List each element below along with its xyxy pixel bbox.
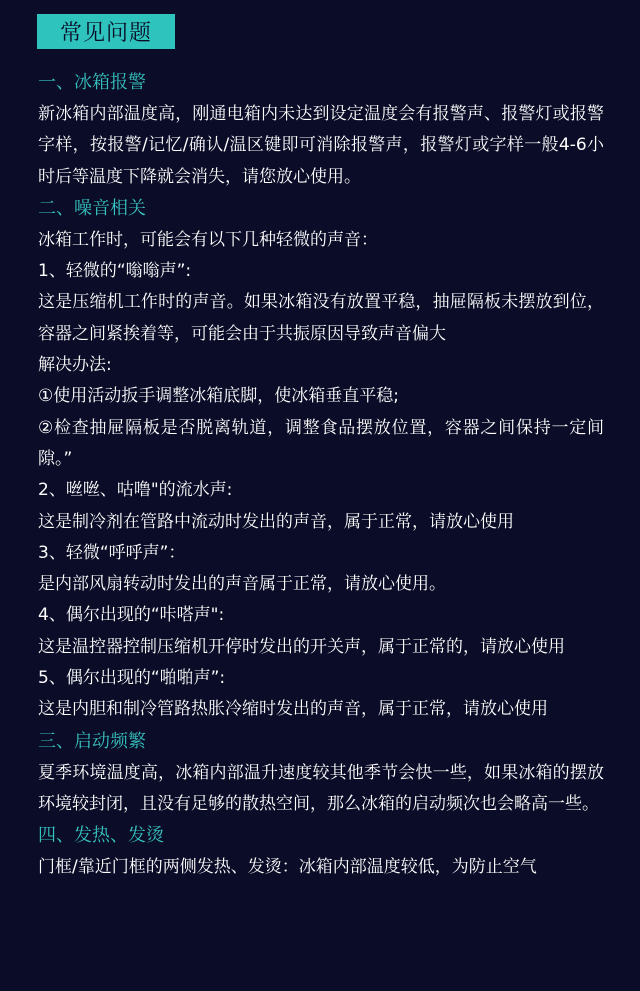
noise-item-5-label: 5、偶尔出现的“啪啪声”: — [38, 668, 226, 689]
alarm-body: 新冰箱内部温度高，刚通电箱内未达到设定温度会有报警声、报警灯或报警字样，按报警/记忆/确认/温区键即可消除报警声，报警灯或字样一般4-6小时后等温度下降就会消失，请您放心使用。 — [38, 104, 604, 187]
noise-item-5-body: 这是内胆和制冷管路热胀冷缩时发出的声音，属于正常，请放心使用 — [38, 699, 548, 720]
bottom-fade — [0, 977, 640, 991]
noise-item-1-body: 这是压缩机工作时的声音。如果冰箱没有放置平稳，抽屉隔板未摆放到位，容器之间紧挨着等，可能会由于共振原因导致声音偏大 — [38, 292, 604, 344]
section-heading-alarm: 一、冰箱报警 — [38, 72, 146, 93]
heat-body: 门框/靠近门框的两侧发热、发烫：冰箱内部温度较低，为防止空气 — [38, 857, 537, 878]
noise-item-3-body: 是内部风扇转动时发出的声音属于正常，请放心使用。 — [38, 574, 446, 595]
noise-item-3-label: 3、轻微“呼呼声”： — [38, 542, 186, 563]
noise-item-1-label: 1、轻微的“嗡嗡声”: — [38, 261, 192, 282]
noise-item-4-label: 4、偶尔出现的“咔嗒声": — [38, 605, 225, 626]
noise-item-2-label: 2、咝咝、咕噜"的流水声: — [38, 480, 233, 501]
section-heading-heat: 四、发热、发烫 — [38, 825, 164, 847]
page-title-badge — [37, 14, 175, 49]
faq-content — [38, 67, 604, 884]
section-heading-noise: 二、噪音相关 — [38, 197, 146, 219]
noise-item-4-body: 这是温控器控制压缩机开停时发出的开关声，属于正常的，请放心使用 — [38, 636, 565, 657]
noise-item-1-step-1: ①使用活动扳手调整冰箱底脚，使冰箱垂直平稳; — [38, 386, 399, 407]
noise-item-1-solution: 解决办法: — [38, 355, 112, 376]
page-title: 常见问题 — [59, 21, 152, 46]
frequent-start-body: 夏季环境温度高，冰箱内部温升速度较其他季节会快一些，如果冰箱的摆放环境较封闭，且没有足够的散热空间，那么冰箱的启动频次也会略高一些。 — [38, 762, 604, 814]
noise-item-1-step-2: ②检查抽屉隔板是否脱离轨道，调整食品摆放位置，容器之间保持一定间隙。” — [38, 417, 604, 469]
section-heading-frequent-start: 三、启动频繁 — [38, 730, 146, 752]
noise-intro: 冰箱工作时，可能会有以下几种轻微的声音： — [38, 229, 378, 250]
noise-item-2-body: 这是制冷剂在管路中流动时发出的声音，属于正常，请放心使用 — [38, 511, 514, 532]
